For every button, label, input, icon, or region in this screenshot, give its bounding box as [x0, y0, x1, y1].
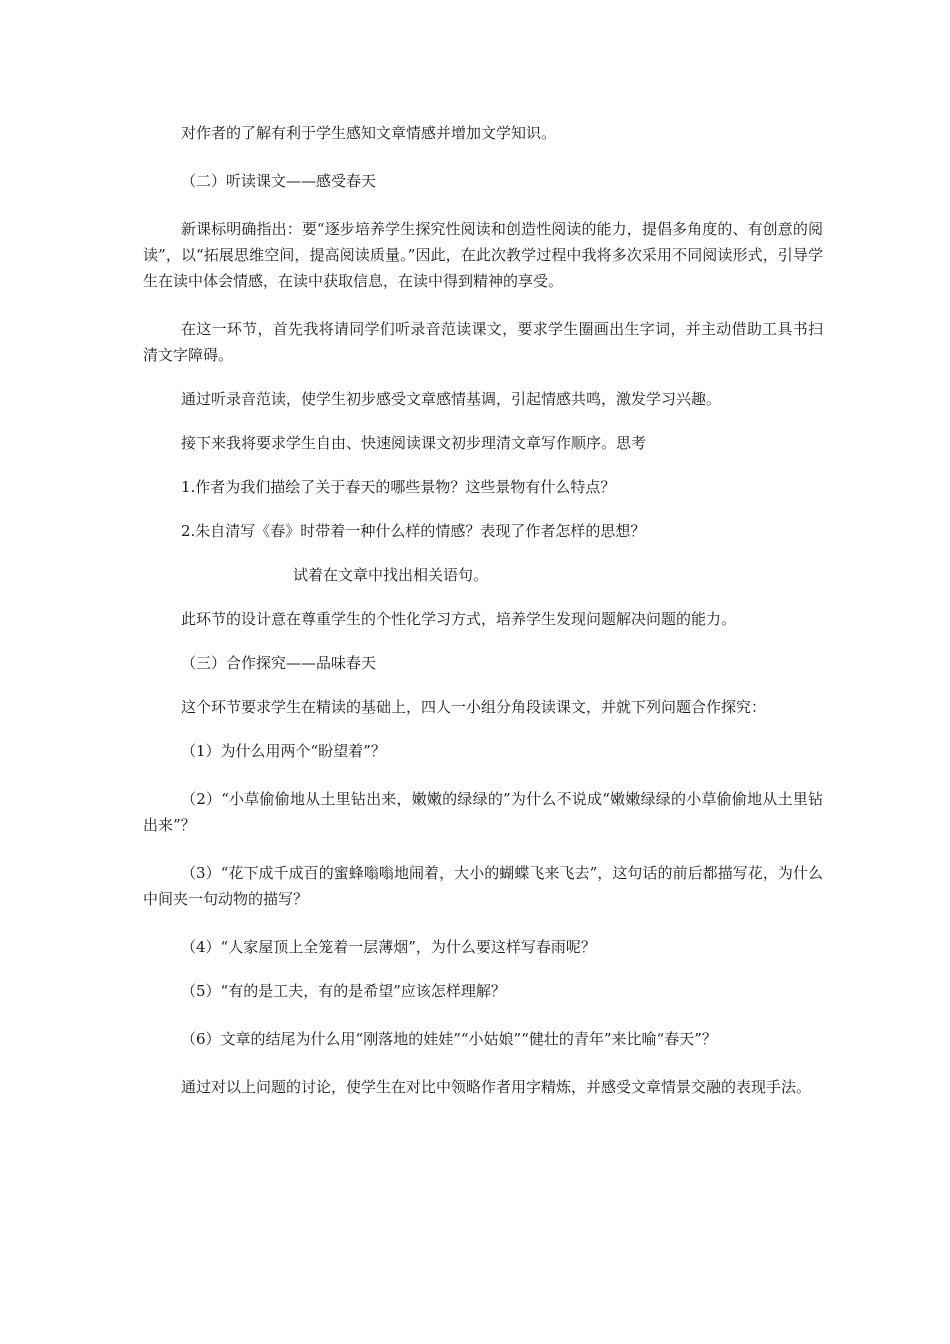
section-heading-listen: （二）听读课文——感受春天	[181, 172, 377, 190]
paragraph-find-sentences: 试着在文章中找出相关语句。	[293, 566, 489, 584]
paragraph-free-reading: 接下来我将要求学生自由、快速阅读课文初步理清文章写作顺序。思考	[181, 434, 647, 452]
discussion-question-2: （2）“小草偷偷地从土里钻出来，嫩嫩的绿绿的”为什么不说成“嫩嫩绿绿的小草偷偷地从土里钻出来”？	[143, 790, 823, 834]
question-1: 1.作者为我们描绘了关于春天的哪些景物？这些景物有什么特点？	[181, 478, 616, 496]
paragraph-recording-effect: 通过听录音范读，使学生初步感受文章感情基调，引起情感共鸣，激发学习兴趣。	[181, 390, 722, 408]
paragraph-design-intent: 此环节的设计意在尊重学生的个性化学习方式，培养学生发现问题解决问题的能力。	[181, 610, 737, 628]
discussion-question-1: （1）为什么用两个“盼望着”？	[181, 742, 386, 760]
paragraph-conclusion: 通过对以上问题的讨论，使学生在对比中领略作者用字精炼，并感受文章情景交融的表现手法。	[181, 1078, 812, 1096]
paragraph-author-intro: 对作者的了解有利于学生感知文章情感并增加文学知识。	[181, 124, 557, 142]
discussion-question-3: （3）“花下成千成百的蜜蜂嗡嗡地闹着，大小的蝴蝶飞来飞去”，这句话的前后都描写花，为什么中间夹一句动物的描写？	[143, 864, 823, 908]
discussion-question-4: （4）“人家屋顶上全笼着一层薄烟”，为什么要这样写春雨呢？	[181, 938, 596, 956]
paragraph-group-reading: 这个环节要求学生在精读的基础上，四人一小组分角段读课文，并就下列问题合作探究：	[181, 698, 767, 716]
paragraph-curriculum: 新课标明确指出：要“逐步培养学生探究性阅读和创造性阅读的能力，提倡多角度的、有创意的阅读”，以“拓展思维空间，提高阅读质量。”因此，在此次教学过程中我将多次采用不同阅读形式，引导学生在读中体会情感，在读中获取信息，在读中得到精神的享受。	[143, 220, 823, 290]
document-page	[143, 120, 823, 1100]
section-heading-cooperate: （三）合作探究——品味春天	[181, 654, 377, 672]
paragraph-listen-recording: 在这一环节，首先我将请同学们听录音范读课文，要求学生圈画出生字词，并主动借助工具书扫清文字障碍。	[143, 320, 823, 364]
discussion-question-6: （6）文章的结尾为什么用“刚落地的娃娃”“小姑娘”“健壮的青年”来比喻“春天”？	[181, 1030, 717, 1048]
question-2: 2.朱自清写《春》时带着一种什么样的情感？表现了作者怎样的思想？	[181, 522, 646, 540]
discussion-question-5: （5）“有的是工夫，有的是希望”应该怎样理解？	[181, 982, 506, 1000]
